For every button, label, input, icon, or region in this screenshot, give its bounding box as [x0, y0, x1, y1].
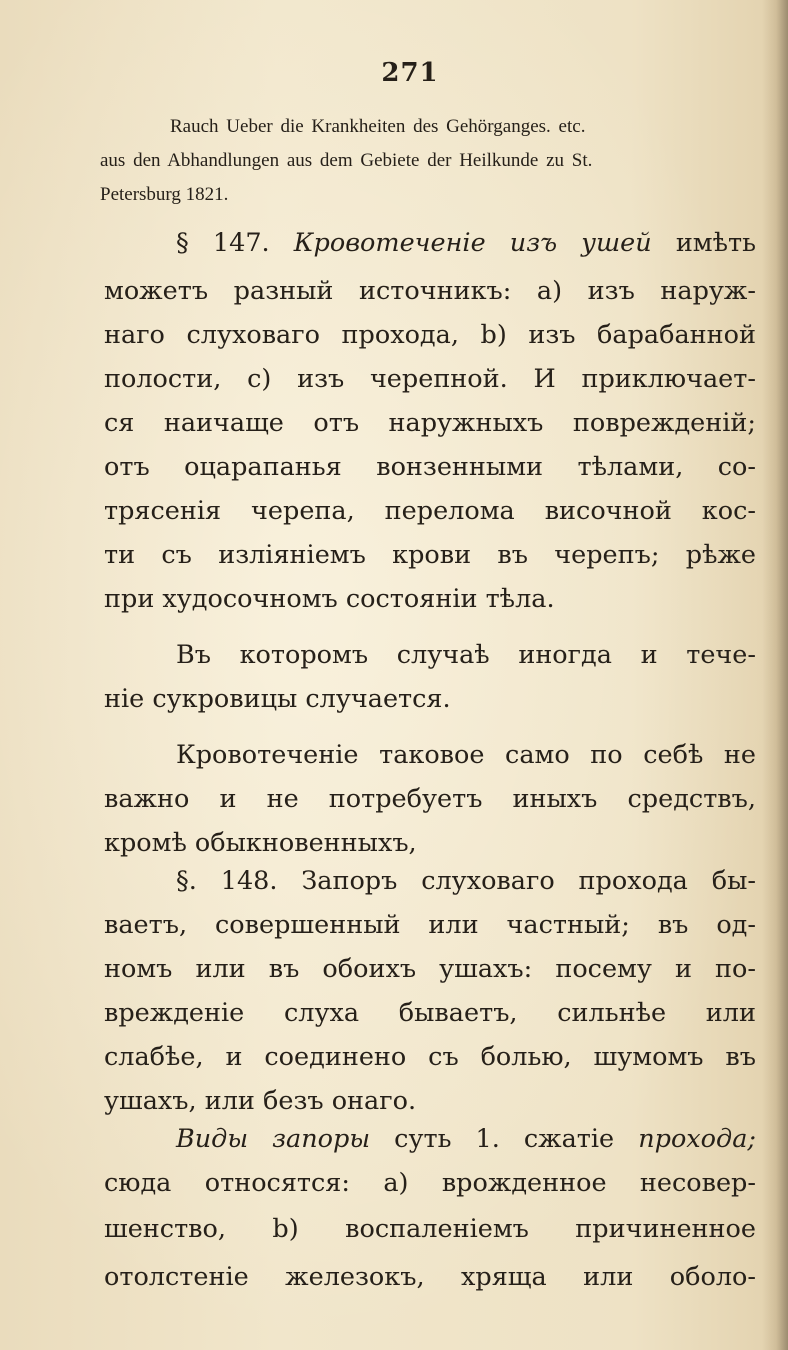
paragraph-heading: Виды запоры [176, 1124, 371, 1154]
text-line: отъ оцарапанья вонзенными тѣлами, со- [104, 452, 756, 482]
reference-line: Petersburg 1821. [100, 184, 229, 205]
text-line: ушахъ, или безъ онаго. [104, 1086, 417, 1116]
section-number: § 147. [176, 228, 270, 258]
text-line: полости, с) изъ черепной. И приключает- [104, 364, 756, 394]
text-line: Въ которомъ случаѣ иногда и тече- [176, 640, 756, 670]
text-line: врежденіе слуха бываетъ, сильнѣе или [104, 998, 756, 1028]
section-147-first-line [176, 228, 756, 258]
text-line: ніе сукровицы случается. [104, 684, 451, 714]
text-line: отолстеніе железокъ, хряща или оболо- [104, 1262, 756, 1292]
reference-line: Rauch Ueber die Krankheiten des Gehörganges. etc. [170, 116, 586, 137]
text-line: шенство, b) воспаленіемъ причиненное [104, 1214, 756, 1244]
text-line-with-heading [176, 1124, 756, 1154]
text-line: номъ или въ обоихъ ушахъ: посему и по- [104, 954, 756, 984]
text-fragment: имѣть [675, 228, 757, 258]
text-line: наго слуховаго прохода, b) изъ барабанной [104, 320, 756, 350]
section-148-first-line: §. 148. Запоръ слуховаго прохода бы- [176, 866, 756, 896]
section-heading: Кровотеченіе изъ ушей [293, 228, 652, 258]
reference-line: aus den Abhandlungen aus dem Gebiete der Heilkunde zu St. [100, 150, 593, 171]
text-line: сюда относятся: а) врожденное несовер- [104, 1168, 756, 1198]
text-line: ти съ изліяніемъ крови въ черепъ; рѣже [104, 540, 756, 570]
page-number: 271 [381, 58, 439, 88]
text-line: трясенія черепа, перелома височной кос- [104, 496, 756, 526]
text-line: ся наичаще отъ наружныхъ поврежденій; [104, 408, 756, 438]
text-line: слабѣе, и соединено съ болью, шумомъ въ [104, 1042, 756, 1072]
text-line: кромѣ обыкновенныхъ, [104, 828, 417, 858]
page-edge-shadow [762, 0, 788, 1350]
text-fragment-italic: прохода; [638, 1124, 756, 1154]
text-line: можетъ разный источникъ: а) изъ наруж- [104, 276, 756, 306]
text-line: важно и не потребуетъ иныхъ средствъ, [104, 784, 756, 814]
text-line: Кровотеченіе таковое само по себѣ не [176, 740, 756, 770]
text-fragment: суть 1. сжатіе [394, 1124, 615, 1154]
text-line: при худосочномъ состояніи тѣла. [104, 584, 555, 614]
text-line: ваетъ, совершенный или частный; въ од- [104, 910, 756, 940]
